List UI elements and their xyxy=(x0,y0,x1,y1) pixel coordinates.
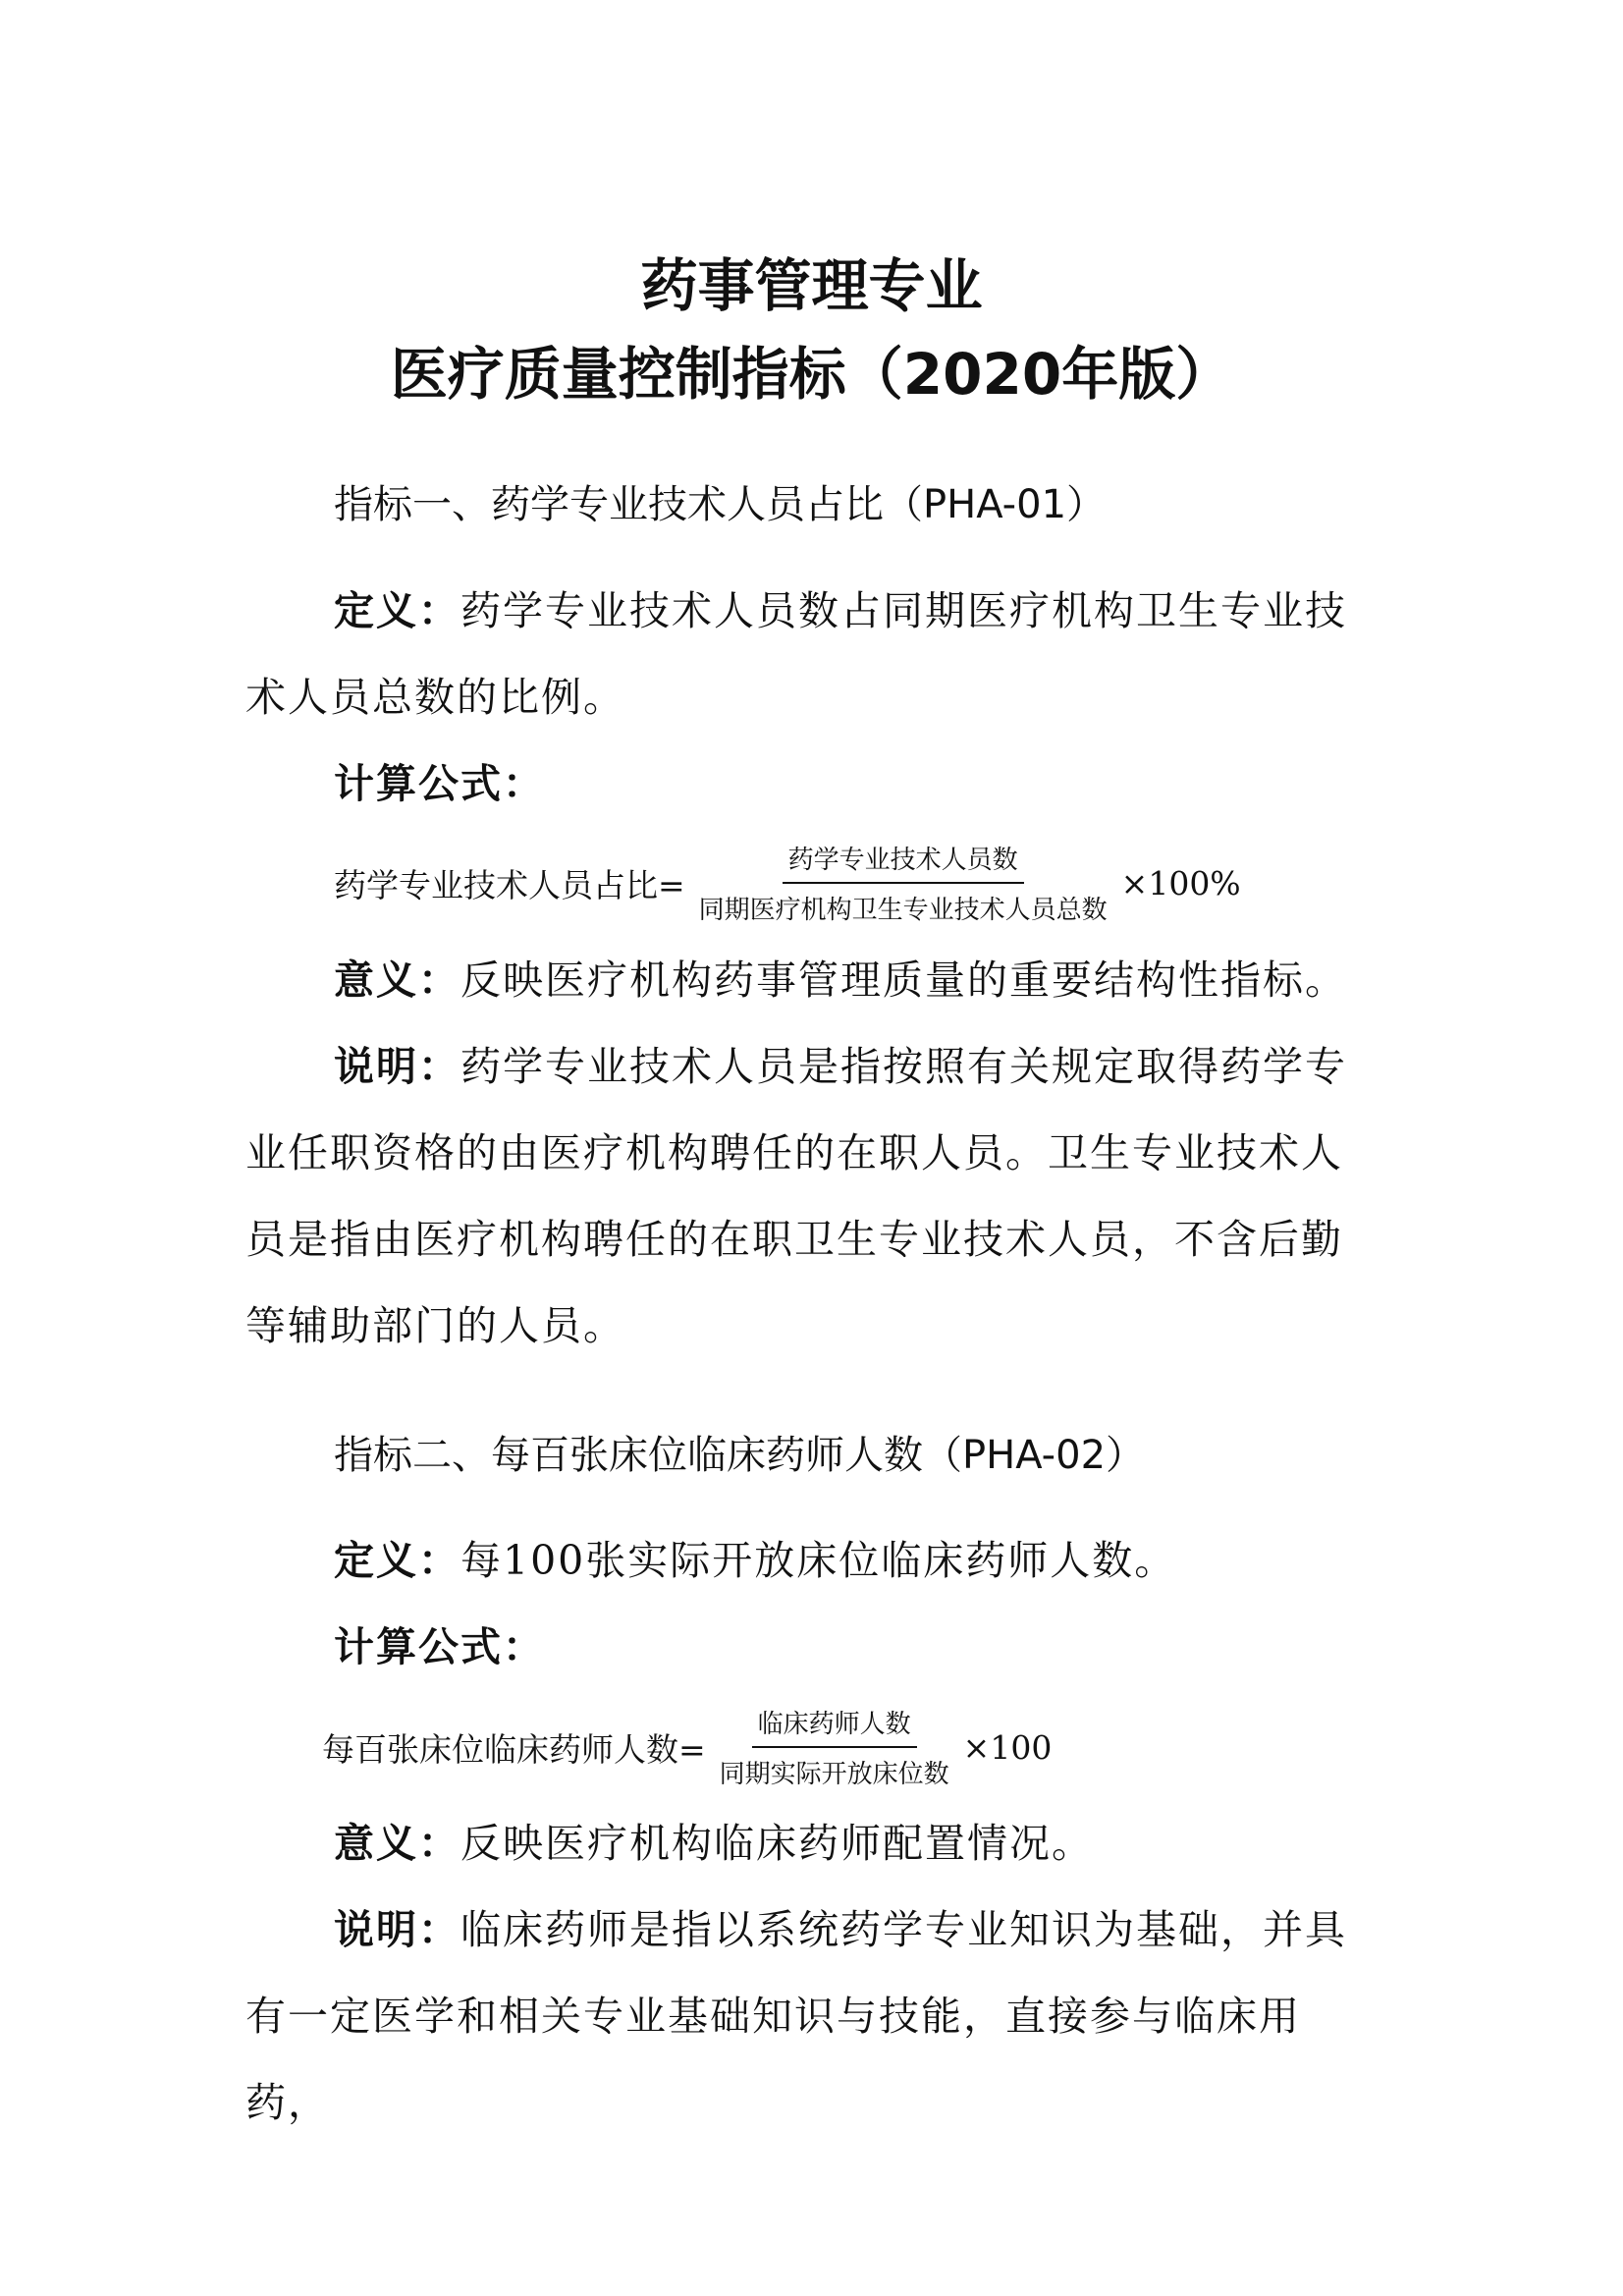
meaning-text: 反映医疗机构临床药师配置情况。 xyxy=(460,1820,1094,1867)
indicator2-formula-label xyxy=(245,1604,1384,1690)
indicator1-meaning xyxy=(245,937,1384,1023)
formula-numerator: 临床药师人数 xyxy=(752,1704,917,1748)
indicator1-formula-label xyxy=(245,740,1384,827)
indicator1-heading: 指标一、药学专业技术人员占比（PHA-01） xyxy=(334,482,1107,527)
meaning-label: 意义： xyxy=(334,1820,460,1867)
indicator2-heading: 指标二、每百张床位临床药师人数（PHA-02） xyxy=(334,1433,1146,1478)
note-text: 药学专业技术人员是指按照有关规定取得药学专业任职资格的由医疗机构聘任的在职人员。卫生专业技术人员是指由医疗机构聘任的在职卫生专业技术人员，不含后勤等辅助部门的人员。 xyxy=(245,1043,1347,1349)
formula-label: 计算公式： xyxy=(334,1623,545,1670)
formula-fraction xyxy=(693,840,1113,926)
indicator2-meaning xyxy=(245,1800,1384,1886)
formula-multiplier: ×100% xyxy=(1120,863,1241,902)
indicator1-formula xyxy=(334,840,1241,926)
doc-title-line2: 医疗质量控制指标（2020年版） xyxy=(390,341,1233,408)
definition-label: 定义： xyxy=(334,1537,460,1584)
formula-label: 计算公式： xyxy=(334,760,545,807)
note-label: 说明： xyxy=(334,1906,460,1953)
formula-multiplier: ×100 xyxy=(962,1727,1053,1767)
meaning-text: 反映医疗机构药事管理质量的重要结构性指标。 xyxy=(460,957,1347,1004)
definition-text: 每100张实际开放床位临床药师人数。 xyxy=(460,1537,1177,1584)
indicator2-formula xyxy=(322,1704,1052,1790)
indicator1-note xyxy=(245,1023,1384,1369)
definition-label: 定义： xyxy=(334,587,460,634)
definition-text: 药学专业技术人员数占同期医疗机构卫生专业技术人员总数的比例。 xyxy=(245,587,1347,721)
formula-lhs: 每百张床位临床药师人数= xyxy=(322,1729,706,1769)
indicator2-note xyxy=(245,1886,1384,2146)
meaning-label: 意义： xyxy=(334,957,460,1004)
formula-denominator: 同期实际开放床位数 xyxy=(719,1760,949,1789)
note-label: 说明： xyxy=(334,1043,460,1090)
indicator2-definition xyxy=(245,1517,1384,1604)
indicator1-definition xyxy=(245,568,1384,740)
formula-lhs: 药学专业技术人员占比= xyxy=(334,865,685,904)
note-text: 临床药师是指以系统药学专业知识为基础，并具有一定医学和相关专业基础知识与技能，直接参与临床用药， xyxy=(245,1906,1347,2126)
formula-denominator: 同期医疗机构卫生专业技术人员总数 xyxy=(698,896,1108,925)
formula-fraction xyxy=(714,1704,955,1790)
doc-title-line1: 药事管理专业 xyxy=(640,252,983,319)
formula-numerator: 药学专业技术人员数 xyxy=(783,840,1024,884)
